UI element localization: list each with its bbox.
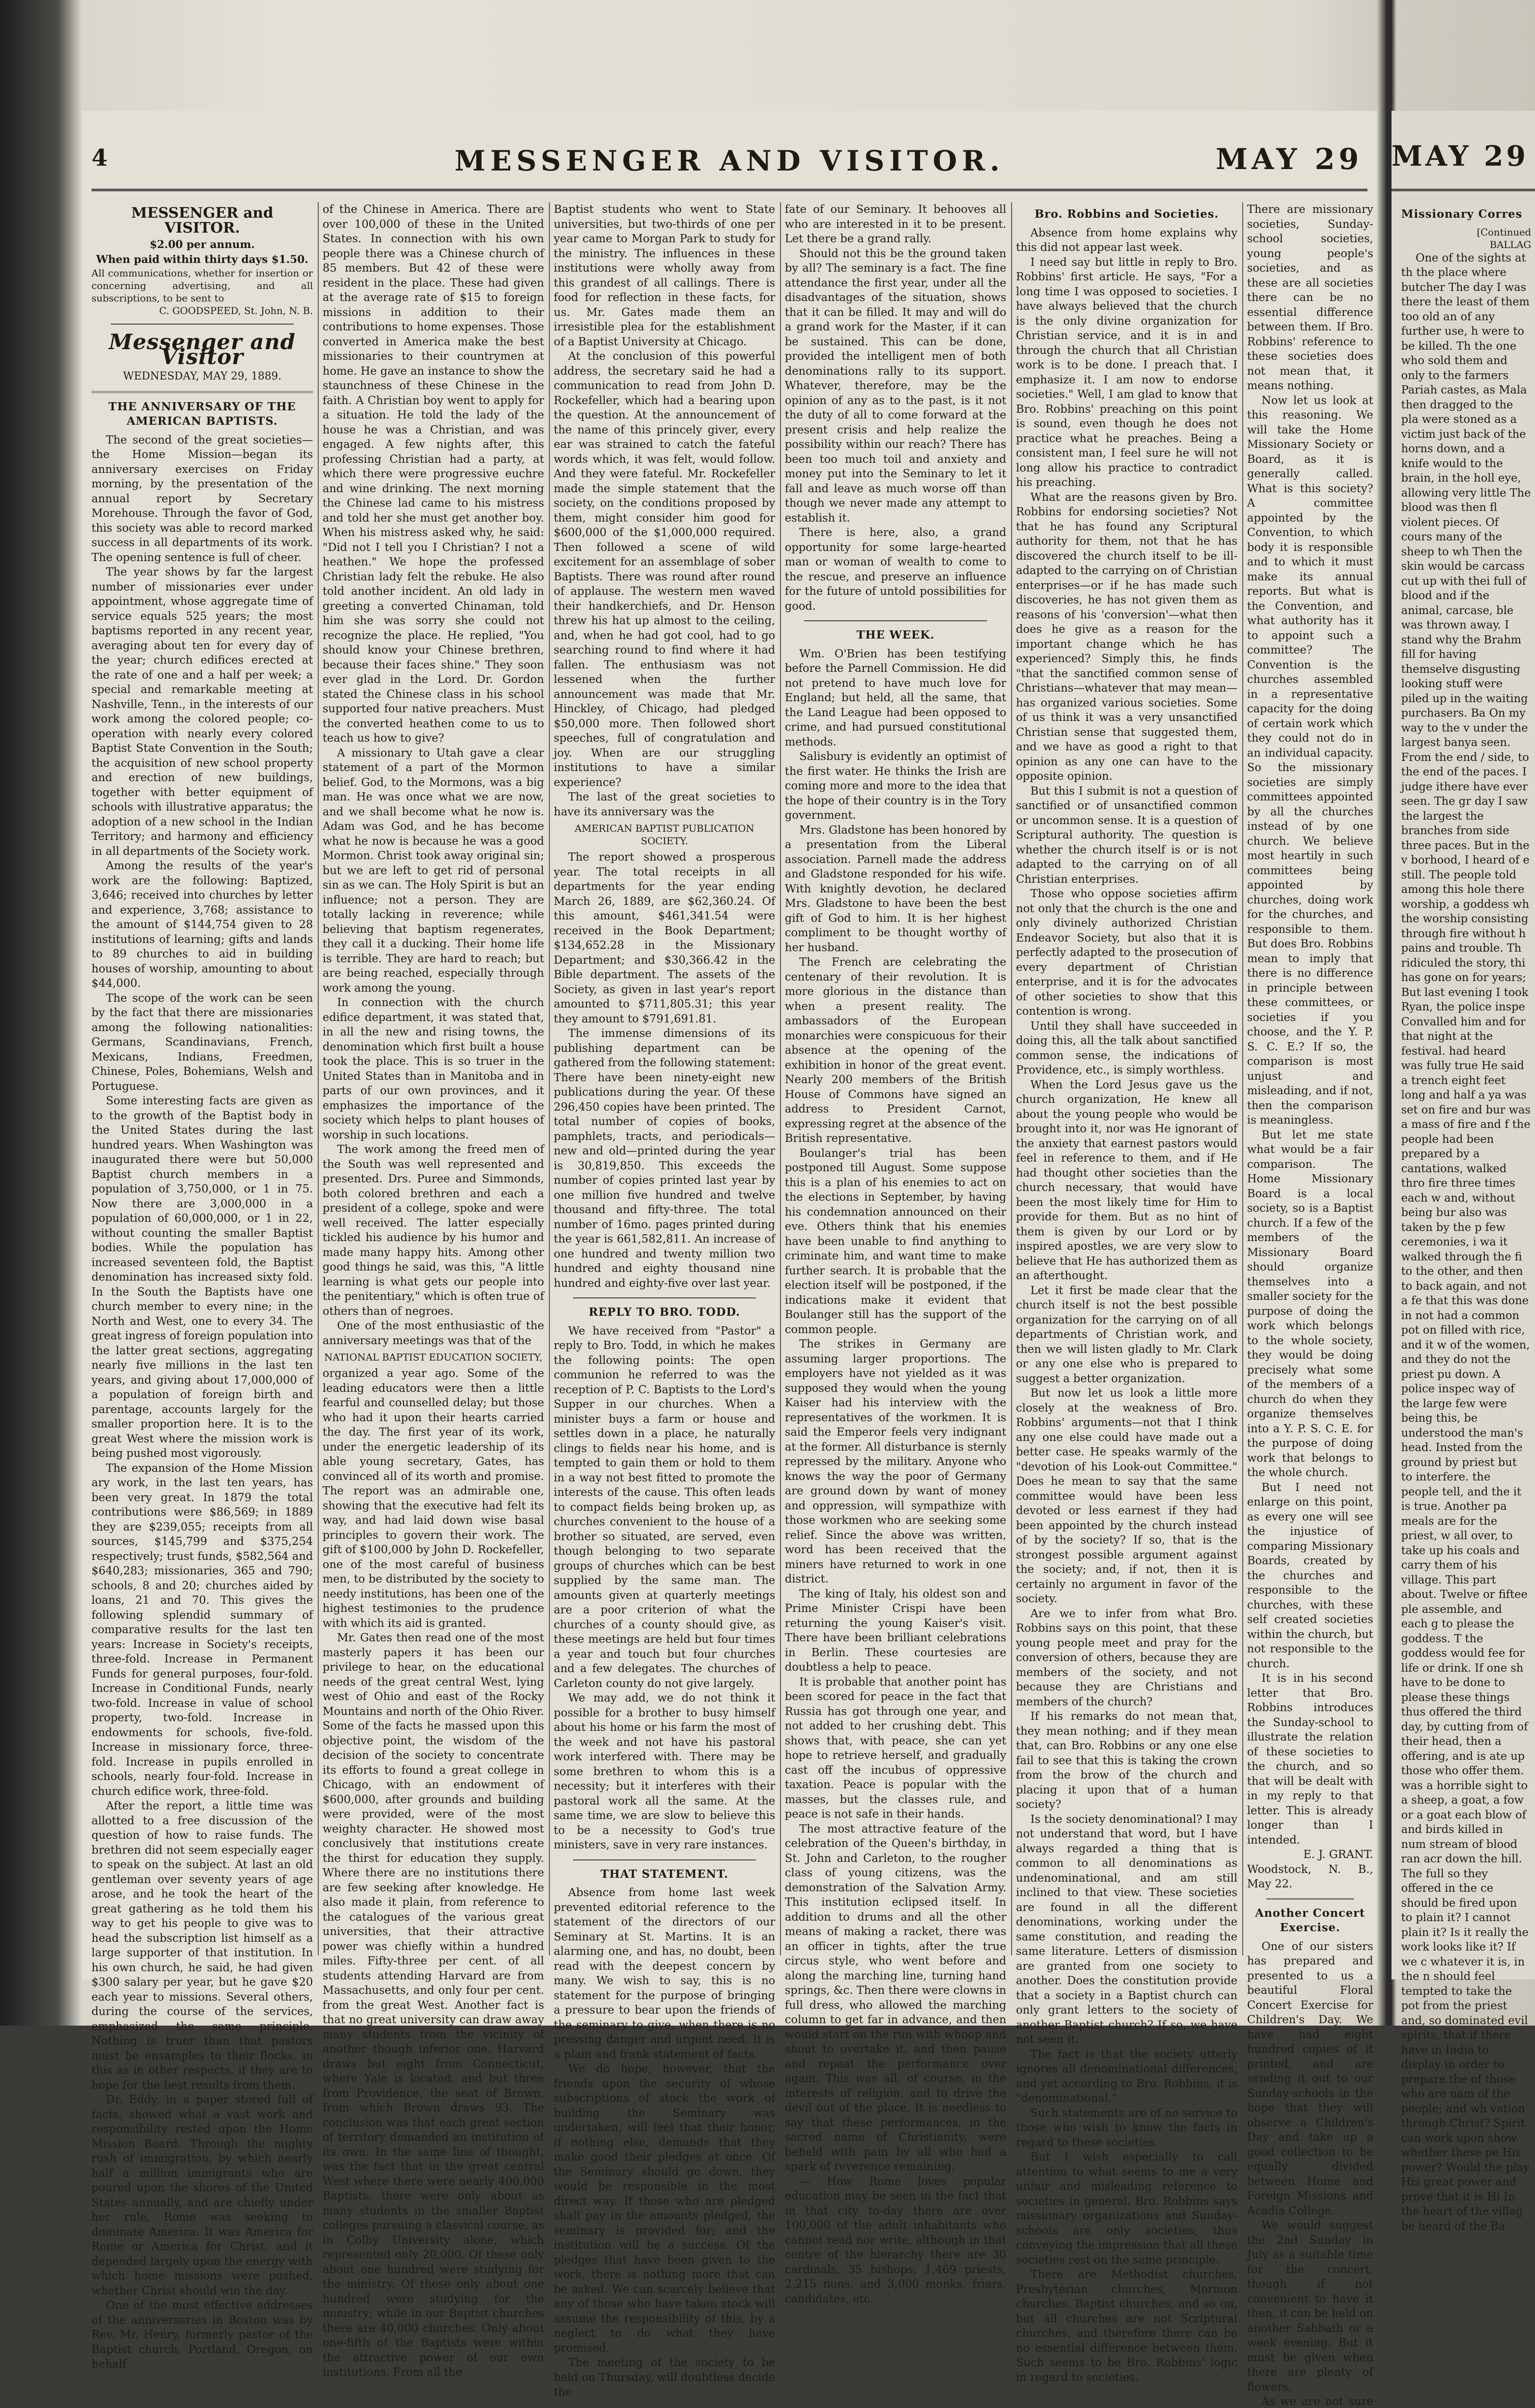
divider (804, 620, 987, 621)
paragraph: Should not this be the ground taken by all? The seminary is a fact. The fine attendance the first year, under all the disadvantages of the situation, shows that it can be filled. It may and will do a grand work for the Master, if it can be sustained. This can be done, provided the intelligent men of both denominations rally to its support. Whatever, therefore, may be the opinion of any as to the past, is it not the duty of all to come forward at the present crisis and help realize the possibility within our reach? There has been too much toil and anxiety and money put into the Seminary to let it fall and leave as much worse off than though we never made any attempt to establish it. (785, 247, 1006, 524)
divider (91, 391, 313, 393)
paragraph: The second of the great societies—the Home Mission—began its anniversary exercises on Friday morning, by the presentation of the annual report by Secretary Morehouse. Through the favor of God, this society was able to record marked success in all departments of its work. The opening sentence is full of cheer. (91, 433, 313, 564)
paragraph: organized a year ago. Some of the leading educators were then a little fearful and counselled delay; but those who had it upon their hearts carried the day. The first year of its work, under the energetic leadership of its able young secretary, Gates, has convinced all of its worth and promise. The report was an admirable one, showing that the executive had felt its way, and had laid down wise basal principles to govern their work. The gift of $100,000 by John D. Rockefeller, one of the most careful of business men, to be distributed by the society to needy institutions, has been one of the highest testimonies to the prudence with which its aid is granted. (323, 1367, 544, 1630)
subscription-box-title: MESSENGER and VISITOR. (131, 205, 273, 236)
paragraph: We do hope, however, that the friends upon the security of whose subscriptions of stock the work of building the Seminary was undertaken, will feel that their honor, if nothing else, demands that they make good their pledges at once. Of the Seminary should go down, they would be responsible in the most direct way. If those who are pledged shall pay in the amounts pledged, the seminary is provided for; and the institution will be a success. Of the pledges that have been given to the work, there is nothing more that can be asked. We can scarcely believe that any of those who have taken stock will assume the responsibility of this, by a neglect to do what they have promised. (554, 2063, 775, 2355)
paragraph: At the conclusion of this powerful address, the secretary said he had a communication to read from John D. Rockefeller, which had a bearing upon the question. At the announcement of the name of this princely giver, every ear was strained to catch the fateful words which, it was felt, would follow. And they were fateful. Mr. Rockefeller made the simple statement that the society, on the conditions proposed by them, might consider him good for $600,000 of the $1,000,000 required. Then followed a scene of wild excitement for an assemblage of sober Baptists. There was round after round of applause. The western men waved their handkerchiefs, and Dr. Henson threw his hat up almost to the ceiling, and, when he had got cool, had to go searching round to find where it had fallen. The enthusiasm was not lessened when the further announcement was made that Mr. Hinckley, of Chicago, had pledged $50,000 more. Then followed short speeches, full of congratulation and joy. When are our struggling institutions to have a similar experience? (554, 350, 775, 789)
paragraph: There are missionary societies, Sunday-school societies, young people's societies, and as these are all societies there can be no essential difference between them. If Bro. Robbins' reference to these societies does not mean that, it means nothing. (1247, 203, 1373, 392)
paragraph: Boulanger's trial has been postponed till August. Some suppose this is a plan of his enemies to act on the elections in September, by having his condemnation announced on their eve. Others think that his enemies have been unable to find anything to criminate him, and want time to make further search. It is probable that the election itself will be postponed, if the indications make it evident that Boulanger still has the support of the common people. (785, 1147, 1006, 1336)
masthead-rule (1392, 189, 1535, 191)
subscription-address: C. GOODSPEED, St. John, N. B. (159, 305, 313, 316)
column-rule (1011, 202, 1012, 1955)
masthead-rule (91, 189, 1367, 191)
paragraph: The scope of the work can be seen by the fact that there are missionaries among the following nationalities: Germans, Scandinavians, French, Mexicans, Indians, Freedmen, Chinese, Poles, Bohemians, Welsh and Portuguese. (91, 992, 313, 1093)
paragraph: Now let us look at this reasoning. We will take the Home Missionary Society or Board, as it is generally called. What is this society? A committee appointed by the Convention, to which body it is responsible and to which it must make its annual reports. But what is the Convention, and what authority has it to appoint such a committee? The Convention is the churches assembled in a representative capacity for the doing of certain work which they could not do in an individual capacity. So the missionary societies are simply committees appointed by all the churches instead of by one church. We believe most heartily in such committees being appointed by churches, doing work for the churches, and responsible to them. But does Bro. Robbins mean to imply that there is no difference in principle between these committees, or societies if you choose, and the Y. P. S. C. E.? If so, the comparison is most unjust and misleading, and if not, then the comparison is meaningless. (1247, 394, 1373, 1126)
paragraph: Absence from home last week prevented editorial reference to the statement of the directors of our Seminary at St. Martins. It is an alarming one, and has, no doubt, been read with the deepest concern by many. We wish to say, this is no statement for the purpose of bringing a pressure to bear upon the friends of the seminary to give, when there is no pressing danger and urgent need. It is a plain and frank statement of facts. (554, 1886, 775, 2061)
article-headline: Another Concert Exercise. (1255, 1906, 1366, 1934)
paragraph: But I wish especially to call attention to what seems to me a very unfair and misleading reference to societies in general. Bro. Robbins says missionary organizations and Sunday-schools are only societies; thus conveying the impression that all these societies rest on the same principle. (1016, 2151, 1237, 2266)
paragraph: Wm. O'Brien has been testifying before the Parnell Commission. He did not pretend to have much love for England; but held, all the same, that the Land League had been opposed to crime, and had pursued constitutional methods. (785, 647, 1006, 748)
column-rule (318, 202, 319, 1955)
paragraph: We have received from "Pastor" a reply to Bro. Todd, in which he makes the following points: The open communion he referred to was the reception of P. C. Baptists to the Lord's Supper in our churches. When a minister buys a farm or house and settles down in a place, he naturally clings to fields near his home, and is tempted to gain them or hold to them in a way not best fitted to promote the interests of the cause. This often leads to compact fields being broken up, as churches convenient to the house of a brother so situated, are served, even though belonging to two separate groups of churches which can be best supplied by the same man. The amounts given at quarterly meetings are a poor criterion of what the churches of a county should give, as these meetings are held but four times a year and touch but four churches and a few delegates. The churches of Carleton county do not give largely. (554, 1324, 775, 1690)
subscription-note: All communications, whether for insertion or concerning advertising, and all subscriptions, to be sent to (91, 267, 313, 304)
paragraph: Some interesting facts are given as to the growth of the Baptist body in the United States during the last hundred years. When Washington was inaugurated there were but 50,000 Baptist church members in a population of 3,750,000, or 1 in 75. Now there are 3,000,000 in a population of 60,000,000, or 1 in 22, without counting the smaller Baptist bodies. While the population has increased seventeen fold, the Baptist denomination has increased sixty fold. In the South the Baptists have one church member to every nine; in the North and West, one to every 34. The great ingress of foreign population into the latter great sections, aggregating nearly five millions in the last ten years, and giving about 17,000,000 of a population of foreign birth and parentage, accounts largely for the smaller proportion here. It is to the great West where the mission work is being pushed most vigorously. (91, 1095, 313, 1460)
paragraph: It is in his second letter that Bro. Robbins introduces the Sunday-school to illustrate the relation of these societies to the church, and so that will be dealt with in my reply to that letter. This is already longer than I intended. (1247, 1672, 1373, 1846)
society-subhead: AMERICAN BAPTIST PUBLICATION SOCIETY. (574, 823, 754, 847)
subscription-terms: When paid within thirty days $1.50. (96, 253, 309, 266)
newspaper-flag: Messenger and Visitor (109, 330, 296, 369)
paragraph: Mrs. Gladstone has been honored by a presentation from the Liberal association. Parnell made the address and Gladstone responded for his wife. With knightly devotion, he declared Mrs. Gladstone to have been the best gift of God to him. It is her highest compliment to be thought worthy of her husband. (785, 824, 1006, 954)
paragraph: As we are not sure (1262, 2395, 1373, 2408)
paragraph: The strikes in Germany are assuming larger proportions. The employers have not yielded as it was supposed they would when the young Kaiser had his interview with the representatives of the workmen. It is said the Emperor feels very indignant at the former. All disturbance is sternly repressed by the military. Anyone who knows the way the poor of Germany are ground down by want of money and oppression, will sympathize with those workmen who are seeking some relief. Since the above was written, word has been received that the miners have returned to work in one district. (785, 1338, 1006, 1585)
signature-place: Woodstock, N. B., May 22. (1247, 1863, 1373, 1890)
paragraph: Let it first be made clear that the church itself is not the best possible organization for the carrying on of all departments of Christian work, and then we will listen gladly to Mr. Clark or any one else who is prepared to suggest a better organization. (1016, 1284, 1237, 1385)
column-3 (554, 202, 775, 2398)
divider (1266, 1898, 1354, 1899)
paragraph: I need say but little in reply to Bro. Robbins' first article. He says, "For a long time I was opposed to societies. I have always believed that the church is the only divine organization for Christian service, and it is in and through the church that all Christian work is to be done. I preach that. I emphasize it. I am now to endorse societies." Well, I am glad to know that Bro. Robbins' preaching on this point is sound, even though he does not practice what he preaches. Being a consistent man, I feel sure he will not long allow his practice to contradict his preaching. (1016, 256, 1237, 489)
paragraph: We may add, we do not think it possible for a brother to busy himself about his home or his farm the most of the week and not have his pastoral work interfered with. There may be some brethren to whom this is a necessity; but it interferes with their pastoral work all the same. At the same time, we are slow to believe this to be a necessity to God's true ministers, save in very rare instances. (554, 1692, 775, 1851)
adjacent-place: BALLAG (1489, 238, 1531, 250)
paragraph: But let me state what would be a fair comparison. The Home Missionary Board is a local society, so is a Baptist church. If a few of the members of the Missionary Board should organize themselves into a smaller society for the purpose of doing the work which belongs to the whole society, they would be doing precisely what some of the members of a church do when they organize themselves into a Y. P. S. C. E. for the purpose of doing work that belongs to the whole church. (1247, 1128, 1373, 1479)
column-6 (1247, 202, 1373, 2408)
adjacent-page-date: MAY 29 (1392, 140, 1529, 172)
paragraph: Mr. Gates then read one of the most masterly papers it has been our privilege to hear, on the educational needs of the great central West, lying west of Ohio and east of the Rocky Mountains and north of the Ohio River. Some of the facts he massed upon this objective point, the wisdom of the decision of the society to concentrate its efforts to found a great college in Chicago, with an endowment of $600,000, after grounds and building were provided, were of the most weighty character. He showed most conclusively that institutions create the thirst for education they supply. Where there are no institutions there are few seeking after knowledge. He also made it plain, from reference to the catalogues of the various great universities, that their attractive power was chiefly within a hundred miles. Fifty-three per cent. of all students attending Harvard are from Massachusetts, and only four per cent. from the great West. Another fact is that no great university can draw away many students from the vicinity of another though inferior one. Harvard draws but eight from Connecticut, where Yale is located, and but three from Providence, the seat of Brown, from which Brown draws 93. The conclusion was that each great section of territory demanded an institution of its own. In the same line of thought, was the fact that in the great central West where there were nearly 400,000 Baptists, there were only about as many students in the smaller Baptist colleges pursuing a classical course, as in Colby University alone, which represented only 20,000. Of these only about one hundred were studying for the ministry. Of these only about one hundred were studying for the ministry; while in our Baptist churches there are 40,000 churches. Only about one-fifth of the Baptists were within the attractive power of our own institutions. From all the (323, 1632, 544, 2379)
column-rule (780, 202, 781, 1955)
paragraph: — How Rome loves popular education may be seen in the fact that in that city to-day there are over 100,000 of the adult inhabitants who cannot read nor write, although in that centre of the hierarchy there are 30 cardinals, 35 bishops, 1,469 priests, 2,215 nuns, and 3,000 monks, friars, candidates, etc. (785, 2175, 1006, 2305)
paragraph: The most attractive feature of the celebration of the Queen's birthday, in St. John and Carleton, to the rougher class of young citizens, was the demonstration of the Salvation Army. This institution eclipsed itself. In addition to drums and all the other means of making a racket, there was an officer in tights, after the true circus style, who went before and along the marching line, turning hand springs, &c. Then there were clowns in full dress, who allowed the marching column to get far in advance, and then would start on the run with whoop and shout to overtake it, and then pause and repeat the performance over again. This was all, of course, in the interests of religion, and to drive the devil out of the place. It is needless to say that these performances, in the sacred name of Christianity, were beheld with pain by all who had a spark of reverence remaining. (785, 1822, 1006, 2173)
paragraph: Dr. Eddy, in a paper stored full of facts, showed what a vast work and responsibility rested upon the Home Mission Board. Through the mighty rush of immigration, by which nearly half a million immigrants who are poured upon the shores of the United States annually, and are chiefly under her rule, Rome was seeking to dominate America. It was America for Rome or America for Christ, and it depended largely upon the energy with which home missions were pushed, whether Christ should win the day. (91, 2094, 313, 2297)
adjacent-subhead: [Continued (1477, 226, 1531, 238)
paragraph: of the Chinese in America. There are over 100,000 of these in the United States. In connection with his own people there was a Chinese church of 85 members. But 42 of these were resident in the place. These had given at the average rate of $15 to foreign missions in addition to their contributions to home expenses. Those converted in America make the best missionaries to their countrymen at home. He gave an instance to show the staunchness of these Chinese in the faith. A Christian boy went to apply for a situation. He told the lady of the house he was a Christian, and was engaged. A few nights after, this professing Christian had a party, at which there were progressive euchre and wine drinking. The next morning the Chinese lad came to his mistress and told her she must get another boy. When his mistress asked why, he said: "Did not I tell you I Christian? I not a heathen." We hope the professed Christian lady felt the rebuke. He also told another incident. An old lady in greeting a converted Chinaman, told him she was sorry she could not recognize the place. He replied, "You should know your Chinese brethren, because their faces shine." They soon ever glad in the Lord. Dr. Gordon stated the Chinese class in his school supported four native preachers. Must the converted heathen come to us to teach us how to give? (323, 203, 544, 745)
masthead (82, 140, 1377, 183)
paragraph: Such statements are of no service to those who wish to know the facts in regard to these societies. (1016, 2107, 1237, 2149)
editorial-dateline: WEDNESDAY, MAY 29, 1889. (123, 370, 282, 382)
paragraph: If his remarks do not mean that, they mean nothing; and if they mean that, can Bro. Robbins or any one else fail to see that this is taking the crown from the brow of the church and placing it upon that of a human society? (1016, 1710, 1237, 1811)
newspaper-page (82, 111, 1377, 2408)
adjacent-page (1392, 111, 1535, 2233)
paragraph: We would suggest the 2nd Sunday in July as a suitable time for the concert, though if not convenient to have it then, it can be held on another Sabbath or a week evening. But it must be given when there are plenty of flowers. (1247, 2219, 1373, 2394)
article-headline: REPLY TO BRO. TODD. (588, 1306, 741, 1319)
paragraph: Are we to infer from what Bro. Robbins says on this point, that these young people meet and pray for the conversion of others, because they are members of the society, and not because they are Christians and members of the church? (1016, 1607, 1237, 1708)
divider (573, 1297, 756, 1298)
column-2 (323, 202, 544, 2379)
paragraph: Those who oppose societies affirm not only that the church is the one and only divinely authorized Christian Endeavor Society, but also that it is perfectly adapted to the prosecution of every department of Christian enterprise, and it is for the advocates of other societies to show that this contention is wrong. (1016, 888, 1237, 1018)
article-headline: THE WEEK. (856, 628, 935, 641)
paragraph: One of the sights at th the place where butcher The day I was there the least of them too old an of any further use, h were to be killed. Th the one who sold them and only to the farmers Pariah castes, as Mala then dragged to the pla were stoned as a victim just back of the horns down, and a knife would to the brain, in the holl eye, allowing very little The blood was then fl violent pieces. Of cours many of the sheep to wh Then the skin would be carcass cut up with thei full of blood and if the animal, carcase, ble was thrown away. I stand why the Brahm fill for having themselve disgusting looking stuff were piled up in the waiting purchasers. Ba On my way to the v under the largest banya seen. From the end / side, to the end of the paces. I judge ithere have ever seen. The gr day I saw the largest the branches from side three paces. But in the v borhood, I heard of e still. The people told among this hole there worship, a goddess wh the worship consisting through fire without h pains and trouble. Th ridiculed the story, thi has gone on for years; But last evening I took Ryan, the police inspe Convalled him and for that night at the festival. had heard was fully true He said a trench eight feet long and half a ya was set on fire and bur was a mass of fire and f the people had been prepared by a cantations, walked thro fire three times each w and, without being bur also was taken by the p few ceremonies, i wa it walked through the fi to the other, and then to back again, and not a fe that this was done in not had a common pot on filled with rice, and it w of the women, and they do not the priest pu down. A police inspec way of the large few were being this, be understood the man's head. Insted from the ground by priest but to interfere. the people tell, and the it is true. Another pa meals are for the priest, w all over, to take up his coals and carry them of his village. This part about. Twelve or fiftee ple assemble, and each g to please the goddess. T the goddess would fee for life or drink. If one sh have to be done to please these things thus offered the third day, by cutting from of their head, then a offering, and is ate up those who offer them. was a horrible sight to a sheep, a goat, a fow or a goat each blow of and birds killed in num stream of blood ran acr down the hill. The full so they offered in the ce should be fired upon to plain it? I cannot plain it? Is it really the work looks like it? If we c whatever it is, in the n should feel tempted to take the pot from the priest and, so dominated evil spirits, that if there have in India to display in order to prepare the of those who are nam of the people; and wh vation through Christ? Spirit can work upon show whether these pe His power? Would the play His great power and prove that it is Hi In the heart of the villag be heard of the Ba (1401, 251, 1531, 2233)
paragraph: Among the results of the year's work are the following: Baptized, 3,646; received into churches by letter and experience, 3,768; assistance to the amount of $144,754 given to 28 institutions of learning; gifts and lands to 89 churches to aid in building houses of worship, amounting to about $44,000. (91, 860, 313, 990)
paragraph: Baptist students who went to State universities, but two-thirds of one per year came to Morgan Park to study for the ministry. The influences in these institutions were wholly away from this grandest of all callings. There is food for reflection in these facts, for us. Mr. Gates made them an irresistible plea for the establishment of a Baptist University at Chicago. (554, 203, 775, 348)
paragraph: The meeting of the society to be held on Thursday, will doubtless decide the (554, 2356, 775, 2398)
article-headline: THE ANNIVERSARY OF THE AMERICAN BAPTISTS. (108, 400, 296, 428)
page-number: 4 (91, 144, 108, 171)
adjacent-column (1401, 202, 1531, 2233)
paragraph: One of our sisters has prepared and presented to us a beautiful Floral Concert Exercise for Children's Day. We have had eight hundred copies of it printed, and are sending it out to our Sunday-schools in the hope that they will observe a Children's Day and take up a good collection to be equally divided between Home and Foreign Missions and Acadia College. (1247, 1940, 1373, 2217)
paragraph: But now let us look a little more closely at the weakness of Bro. Robbins' arguments—not that I think any one else could have made out a better case. He speaks warmly of the "devotion of his Look-out Committee." Does he mean to say that the same committee would have been less devoted or less earnest if they had been appointed by the church instead of by the society? If so, that is the strongest possible argument against the society; and, if not, then it is certainly no argument in favor of the society. (1016, 1387, 1237, 1605)
paragraph: When the Lord Jesus gave us the church organization, He knew all about the young people who would be brought into it, nor was He ignorant of the anxiety that earnest pastors would feel in reference to them, and if He had thought other societies than the church necessary, that would have been the most likely time for Him to provide for them. But as no hint of them is given by our Lord or by inspired apostles, we are very slow to believe that He has authorized them as an afterthought. (1016, 1078, 1237, 1282)
newspaper-title: MESSENGER AND VISITOR. (455, 144, 1004, 177)
column-4 (785, 202, 1006, 2305)
paragraph: But I need not enlarge on this point, as every one will see the injustice of comparing Missionary Boards, created by the churches and responsible to the churches, with these self created societies within the church, but not responsible to the church. (1247, 1481, 1373, 1670)
paragraph: fate of our Seminary. It behooves all who are interested in it to be present. Let there be a grand rally. (785, 203, 1006, 245)
column-rule (1242, 202, 1243, 1955)
paragraph: One of the most effective addresses of the anniversaries in Boston was by Rev. Mr. Henry, formerly pastor of the Baptist church, Portland, Oregon, on behalf (91, 2299, 313, 2370)
paragraph: The expansion of the Home Mission ary work, in the last ten years, has been very great. In 1879 the total contributions were $86,569; in 1889 they are $239,055; receipts from all sources, $145,799 and $375,254 respectively; trust funds, $582,564 and $640,283; missionaries, 365 and 790; schools, 8 and 20; churches aided by loans, 21 and 70. This gives the following splendid summary of comparative results for the last ten years: Increase in Society's receipts, three-fold. Increase in Permanent Funds for general purposes, four-fold. Increase in Conditional Funds, nearly two-fold. Increase in value of school property, two-fold. Increase in endowments for schools, five-fold. Increase in missionary force, three-fold. Increase in pupils enrolled in schools, nearly four-fold. Increase in church edifice work, three-fold. (91, 1462, 313, 1798)
paragraph: The last of the great societies to have its anniversary was the (554, 791, 775, 818)
article-headline: THAT STATEMENT. (600, 1867, 728, 1881)
society-subhead: NATIONAL BAPTIST EDUCATION SOCIETY, (324, 1351, 543, 1363)
paragraph: Is the society denominational? I may not understand that word, but I have always regarded a thing that is common to all denominations as undenominational, and am still inclined to that view. These societies are found in all the different denominations, working under the same constitution, and reading the same literature. Letters of dismission are granted from one society to another. Does the constitution provide that a society in a Baptist church can only grant letters to the society of another Baptist church? If so, we have not seen it. (1016, 1813, 1237, 2046)
paragraph: What are the reasons given by Bro. Robbins for endorsing societies? Not that he has found any Scriptural authority for them, not that he has discovered the church itself to be ill-adapted to the carrying on of Christian enterprises—or if he has made such discoveries, he has not given them as reasons of his 'conversion'—what then does he give as a reason for the important change which he has experienced? Simply this, he finds "that the sanctified common sense of Christians—whatever that may mean—has organized various societies. Some of us think it was a very unsanctified Christian sense that suggested them, and we have as good a right to that opinion as any one can have to the opposite opinion. (1016, 491, 1237, 783)
paragraph: The work among the freed men of the South was well represented and presented. Drs. Puree and Simmonds, both colored brethren and each a president of a college, spoke and were well received. The latter especially tickled his audience by his humor and made many happy hits. Among other good things he said, was this, "A little learning is what gets our people into the penitentiary," which is often true of others than of negroes. (323, 1143, 544, 1318)
paragraph: There are Methodist churches, Presbyterian churches, Mormon churches, Baptist churches, and so on, but all churches are not Scriptural churches, and therefore there can be no essential difference between them. Such seems to be Bro. Robbins' logic in regard to societies. (1016, 2268, 1237, 2384)
column-rule (549, 202, 550, 1955)
article-headline: Bro. Robbins and Societies. (1034, 208, 1219, 221)
paragraph: But this I submit is not a question of sanctified or of unsanctified common or uncommon sense. It is a question of Scriptural authority. The question is whether the church itself is or is not adapted to the carrying on of all Christian enterprises. (1016, 785, 1237, 886)
paragraph: In connection with the church edifice department, it was stated that, in all the new and rising towns, the denomination which first built a house took the place. This is so truer in the United States than in Manitoba and in parts of our own provinces, and it emphasizes the importance of the society which helps to plant houses of worship in such locations. (323, 996, 544, 1141)
subscription-price: $2.00 per annum. (149, 238, 255, 251)
divider (573, 1859, 756, 1860)
paragraph: After the report, a little time was allotted to a free discussion of the question of how to raise funds. The brethren did not seem especially eager to speak on the subject. At last an old gentleman over seventy years of age arose, and he took the heart of the great gathering as he told them his way to get his people to give was to head the subscription list himself as a large supporter of that institution. In his own church, he said, he had given $300 salary per year, but he gave $20 each year to missions. Several others, during the course of the services, emphasized the same principle. Nothing is truer than that pastors must be ensamples to their flocks, in this as in other respects, if they are to hope for the best results from them. (91, 1800, 313, 2092)
divider (111, 324, 294, 325)
paragraph: The year shows by far the largest number of missionaries ever under appointment, whose aggregate time of service equals 525 years; the most baptisms reported in any recent year, averaging about ten for every day of the year; church edifices erected at the rate of one and a half per week; a special and remarkable meeting at Nashville, Tenn., in the interests of our work among the colored people; co-operation with nearly every colored Baptist State Convention in the South; the acquisition of new school property and erection of new buildings, together with better equipment of schools with illustrative apparatus; the adoption of a new school in the Indian Territory; and harmony and efficiency in all departments of the Society work. (91, 566, 313, 858)
paragraph: Until they shall have succeeded in doing this, all the talk about sanctified common sense, the indications of Providence, etc., is simply worthless. (1016, 1020, 1237, 1076)
column-1 (91, 202, 313, 2370)
paragraph: The fact is that the society utterly ignores all denominational differences, and yet according to Bro. Robbins, it is "denominational." (1016, 2048, 1237, 2105)
paragraph: The French are celebrating the centenary of their revolution. It is more glorious in the distance than when a present reality. The ambassadors of the European monarchies were conspicuous for their absence at the opening of the exhibition in honor of the great event. Nearly 200 members of the British House of Commons have signed an address to President Carnot, expressing regret at the absence of the British representative. (785, 956, 1006, 1145)
paragraph: A missionary to Utah gave a clear statement of a part of the Mormon belief. God, to the Mormons, was a big man. He was once what we are now, and we shall become what he now is. Adam was God, and he has become what he now is because he was a good Mormon. Christ took away original sin; but we are left to get rid of personal sin as we can. The Holy Spirit is but an influence; not a person. They are totally lacking in reverence; while believing that baptism regenerates, they call it a ducking. Their home life is terrible. They are hard to reach; but are being reached, especially through work among the young. (323, 746, 544, 995)
paragraph: The immense dimensions of its publishing department can be gathered from the following statement: There have been ninety-eight new publications during the year. Of these 296,450 copies have been printed. The total number of copies of books, pamphlets, tracts, and periodicals—new and old—printed during the year is 30,819,850. This exceeds the number of copies printed last year by one million five hundred and twelve thousand and fifty-three. The total number of 16mo. pages printed during the year is 661,582,811. An increase of one hundred and twenty million two hundred and eighty thousand nine hundred and eighty-five over last year. (554, 1027, 775, 1290)
paragraph: The report showed a prosperous year. The total receipts in all departments for the year ending March 26, 1889, are $62,360.24. Of this amount, $461,341.54 were received in the Book Department; $134,652.28 in the Missionary Department; and $30,366.42 in the Bible department. The assets of the Society, as given in last year's report amounted to $711,805.31; this year they amount to $791,691.81. (554, 851, 775, 1025)
issue-date: MAY 29 (1215, 143, 1363, 176)
paragraph: Salisbury is evidently an optimist of the first water. He thinks the Irish are coming more and more to the idea that the hope of their country is in the Tory government. (785, 750, 1006, 822)
paragraph: It is probable that another point has been scored for peace in the fact that Russia has got through one year, and not added to her crushing debt. This shows that, with peace, she can yet hope to retrieve herself, and gradually cast off the incubus of oppressive taxation. Peace is popular with the masses, but the classes rule, and peace is not safe in their hands. (785, 1675, 1006, 1820)
paragraph: There is here, also, a grand opportunity for some large-hearted man or woman of wealth to come to the rescue, and preserve an influence for the future of untold possibilities for good. (785, 526, 1006, 613)
adjacent-headline: Missionary Corres (1401, 208, 1522, 221)
signature-name: E. J. GRANT. (1303, 1848, 1373, 1861)
paragraph: One of the most enthusiastic of the anniversary meetings was that of the (323, 1320, 544, 1347)
paragraph: Absence from home explains why this did not appear last week. (1016, 226, 1237, 254)
paragraph: The king of Italy, his oldest son and Prime Minister Crispi have been returning the young Kaiser's visit. There have been brilliant celebrations in Berlin. These courtesies are doubtless a help to peace. (785, 1587, 1006, 1674)
column-5 (1016, 202, 1237, 2384)
